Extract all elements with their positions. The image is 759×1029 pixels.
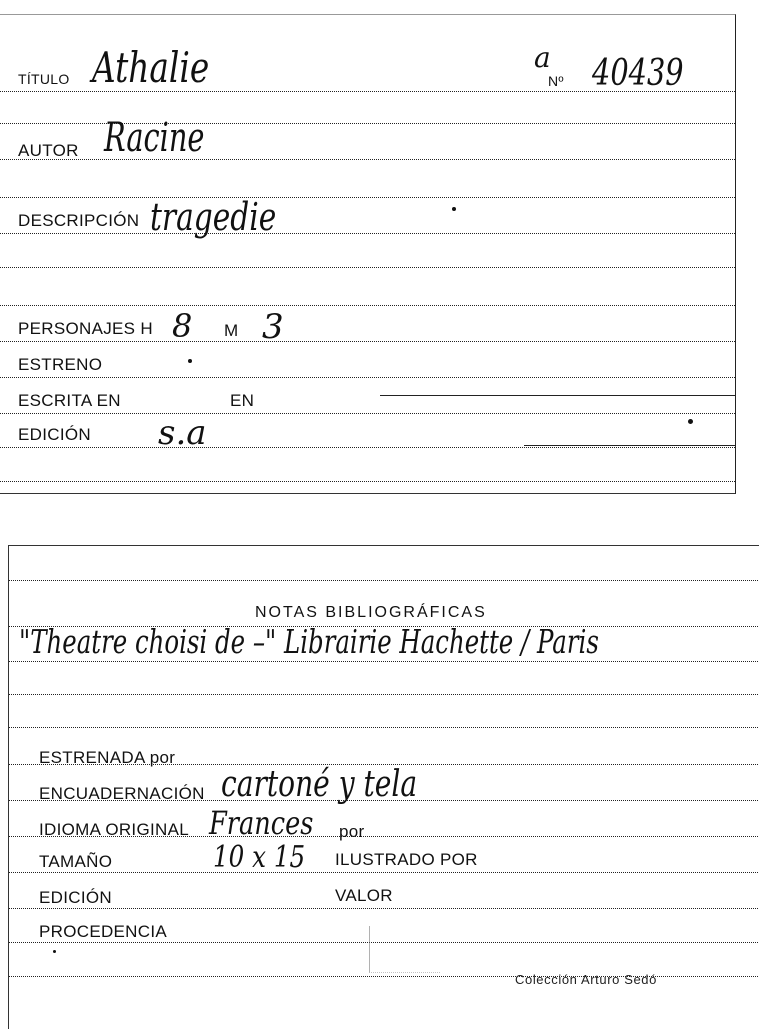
personajes-m-value: 3 (262, 307, 284, 347)
rule-line (9, 908, 759, 909)
numero-prefix: a (534, 41, 551, 74)
ilustrado-label: ILUSTRADO POR (335, 850, 478, 869)
edicion-value: s.a (158, 413, 207, 453)
rule-line (9, 694, 759, 695)
rule-line (0, 305, 735, 306)
encuadernacion-value: cartoné y tela (221, 764, 418, 805)
personajes-m-label: M (224, 321, 239, 340)
ink-speck (688, 419, 693, 424)
descripcion-value: tragedie (150, 195, 277, 239)
escrita-label: ESCRITA EN (18, 391, 121, 410)
personajes-h-value: 8 (172, 307, 193, 345)
rule-line (0, 377, 735, 378)
catalog-card-back (8, 545, 759, 1029)
rule-line (9, 727, 759, 728)
estrenada-label: ESTRENADA por (39, 748, 176, 767)
autor-label: AUTOR (18, 141, 79, 160)
escrita-en-label: EN (230, 391, 255, 410)
notas-heading: NOTAS BIBLIOGRÁFICAS (255, 604, 487, 621)
stamp-mark (369, 926, 440, 973)
rule-line (0, 413, 735, 414)
tamano-label: TAMAÑO (39, 852, 113, 871)
estreno-label: ESTRENO (18, 355, 103, 374)
idioma-value: Frances (209, 804, 314, 842)
ink-speck (188, 359, 192, 363)
personajes-label: PERSONAJES H (18, 319, 153, 338)
rule-line (9, 580, 759, 581)
catalog-card-front (0, 14, 736, 494)
titulo-label: TÍTULO (18, 71, 70, 87)
titulo-value: Athalie (92, 43, 210, 92)
rule-line (0, 233, 735, 234)
procedencia-label: PROCEDENCIA (39, 922, 167, 941)
idioma-label: IDIOMA ORIGINAL (39, 820, 189, 839)
collection-footer: Colección Arturo Sedó (515, 972, 657, 987)
rule-line (0, 341, 735, 342)
rule-line (9, 661, 759, 662)
autor-value: Racine (104, 115, 205, 161)
valor-label: VALOR (335, 886, 393, 905)
descripcion-label: DESCRIPCIÓN (18, 211, 140, 230)
ink-speck (452, 207, 456, 211)
numero-value: 40439 (592, 53, 684, 94)
edicion-label: EDICIÓN (18, 425, 91, 444)
edicion-back-label: EDICIÓN (39, 888, 112, 907)
tamano-value: 10 x 15 (213, 840, 306, 875)
ink-speck (53, 950, 56, 953)
numero-label: Nº (548, 73, 564, 89)
notas-value: "Theatre choisi de –" Librairie Hachette / Paris (19, 622, 599, 661)
idioma-por-label: por (339, 822, 365, 841)
encuadernacion-label: ENCUADERNACIÓN (39, 784, 205, 803)
rule-line (9, 872, 759, 873)
field-line (524, 445, 735, 446)
rule-line (0, 481, 735, 482)
rule-line (0, 197, 735, 198)
rule-line (0, 447, 735, 448)
field-line (380, 395, 735, 396)
rule-line (0, 267, 735, 268)
